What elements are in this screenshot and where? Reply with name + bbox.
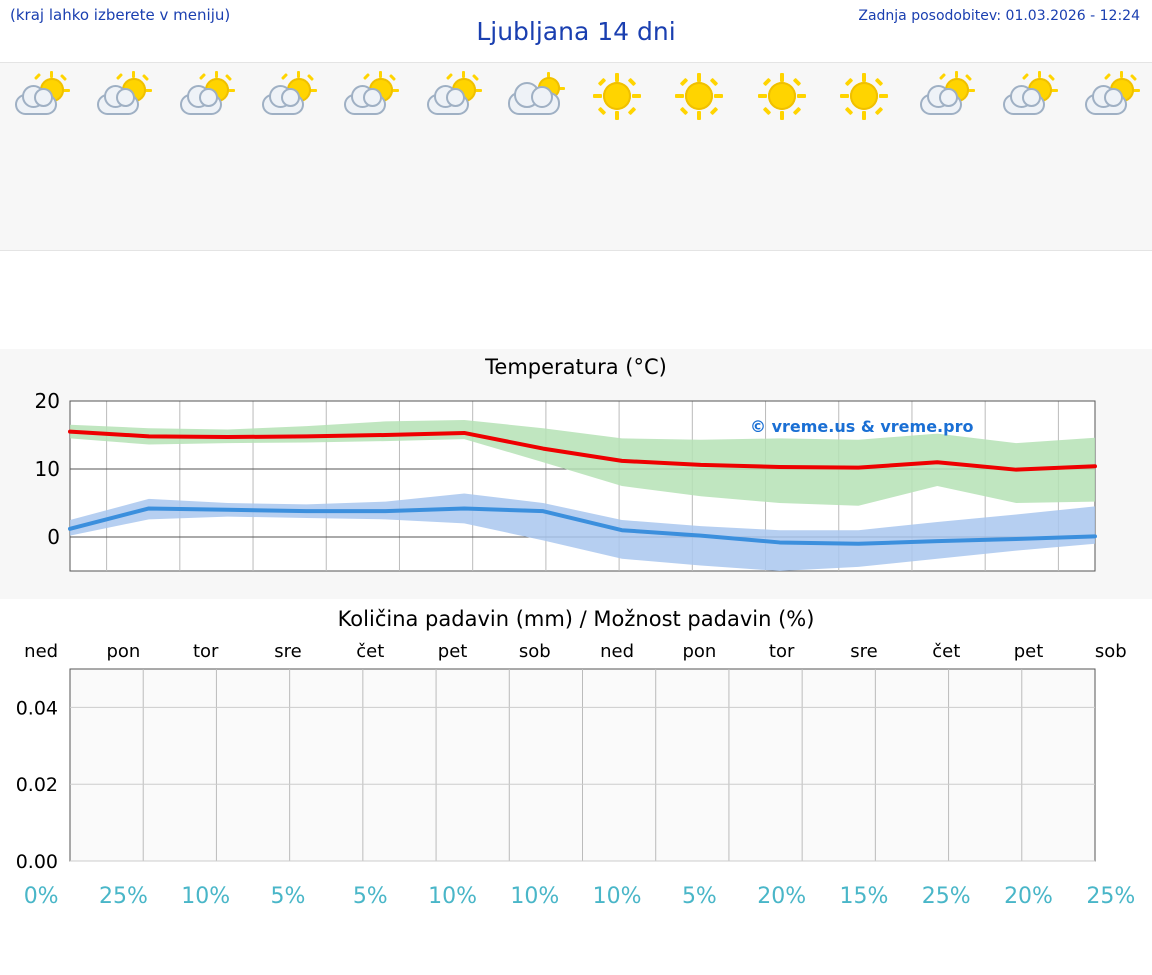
precipitation-probability-row [0,884,1152,909]
precipitation-chart-title: Količina padavin (mm) / Možnost padavin (%) [337,607,815,631]
precip-day-label: sre [850,641,878,662]
weather-icon-wrap [0,73,82,119]
forecast-day-4[interactable] [247,63,329,250]
forecast-day-3[interactable] [165,63,247,250]
weather-icon-wrap [576,73,658,119]
precip-day-label: čet [932,641,961,662]
svg-text:0.00: 0.00 [15,851,58,873]
partly-cloudy-icon [343,75,397,117]
precip-day-label: čet [356,641,385,662]
precipitation-day-labels [0,641,1152,662]
precip-day-label: tor [192,641,219,662]
sunny-icon [590,75,644,117]
precip-day-label: pon [106,641,141,662]
precip-day-label: sob [1094,641,1127,662]
weather-icon-wrap [165,73,247,119]
page-header [0,0,1152,62]
precip-probability: 10% [510,884,560,909]
forecast-day-6[interactable] [411,63,493,250]
precip-day-label: pet [437,641,468,662]
last-updated: Zadnja posodobitev: 01.03.2026 - 12:24 [858,8,1140,24]
precip-day-label: pet [1013,641,1044,662]
precip-probability: 25% [98,884,148,909]
forecast-day-14[interactable] [1070,63,1152,250]
forecast-day-strip [0,62,1152,251]
weather-icon-wrap [823,73,905,119]
forecast-day-2[interactable] [82,63,164,250]
partly-cloudy-icon [1002,75,1056,117]
forecast-day-13[interactable] [987,63,1069,250]
weather-icon-wrap [905,73,987,119]
precip-probability: 25% [1086,884,1136,909]
precip-probability: 5% [270,884,306,909]
forecast-day-12[interactable] [905,63,987,250]
precip-probability: 10% [181,884,231,909]
precipitation-chart [0,661,1152,901]
precip-probability: 5% [681,884,717,909]
menu-hint: (kraj lahko izberete v meniju) [10,6,231,24]
precip-day-label: ned [24,641,59,662]
temperature-chart-block [0,349,1152,599]
weather-icon-wrap [411,73,493,119]
forecast-day-5[interactable] [329,63,411,250]
precip-probability: 15% [839,884,889,909]
sunny-icon [837,75,891,117]
precip-day-label: pon [682,641,717,662]
svg-text:0.04: 0.04 [15,697,58,720]
precip-day-label: tor [768,641,795,662]
weather-icon-wrap [82,73,164,119]
weather-icon-wrap [741,73,823,119]
svg-text:0: 0 [47,525,60,549]
forecast-day-10[interactable] [741,63,823,250]
svg-text:0.02: 0.02 [15,774,58,797]
forecast-day-11[interactable] [823,63,905,250]
weather-icon-wrap [494,73,576,119]
partly-cloudy-icon [14,75,68,117]
sunny-icon [672,75,726,117]
weather-icon-wrap [987,73,1069,119]
partly-cloudy-icon [1084,75,1138,117]
svg-text:10: 10 [34,457,60,481]
precip-probability: 0% [23,884,59,909]
sunny-icon [755,75,809,117]
partly-cloudy-icon [179,75,233,117]
precip-probability: 20% [1004,884,1053,909]
temperature-chart [0,379,1152,599]
partly-cloudy-icon [261,75,315,117]
forecast-day-9[interactable] [658,63,740,250]
partly-cloudy-icon [96,75,150,117]
weather-icon-wrap [329,73,411,119]
weather-icon-wrap [1070,73,1152,119]
precip-probability: 5% [352,884,388,909]
temperature-chart-title: Temperatura (°C) [485,355,667,379]
forecast-day-8[interactable] [576,63,658,250]
forecast-day-1[interactable] [0,63,82,250]
precip-day-label: sre [274,641,302,662]
partly-cloudy-icon [919,75,973,117]
precip-day-label: sob [518,641,551,662]
precip-probability: 10% [592,884,642,909]
weather-icon-wrap [658,73,740,119]
layout-spacer [0,251,1152,349]
precip-probability: 10% [428,884,477,909]
precip-day-label: ned [600,641,635,662]
page-title: Ljubljana 14 dni [476,17,676,46]
copyright-label: © vreme.us & vreme.pro [750,417,974,436]
precip-probability: 20% [757,884,807,909]
precip-probability: 25% [921,884,971,909]
partly-cloudy-icon [426,75,480,117]
precipitation-chart-block [0,599,1152,915]
mostly-cloudy-icon [508,75,562,117]
svg-text:20: 20 [34,389,60,413]
forecast-day-7[interactable] [494,63,576,250]
weather-icon-wrap [247,73,329,119]
